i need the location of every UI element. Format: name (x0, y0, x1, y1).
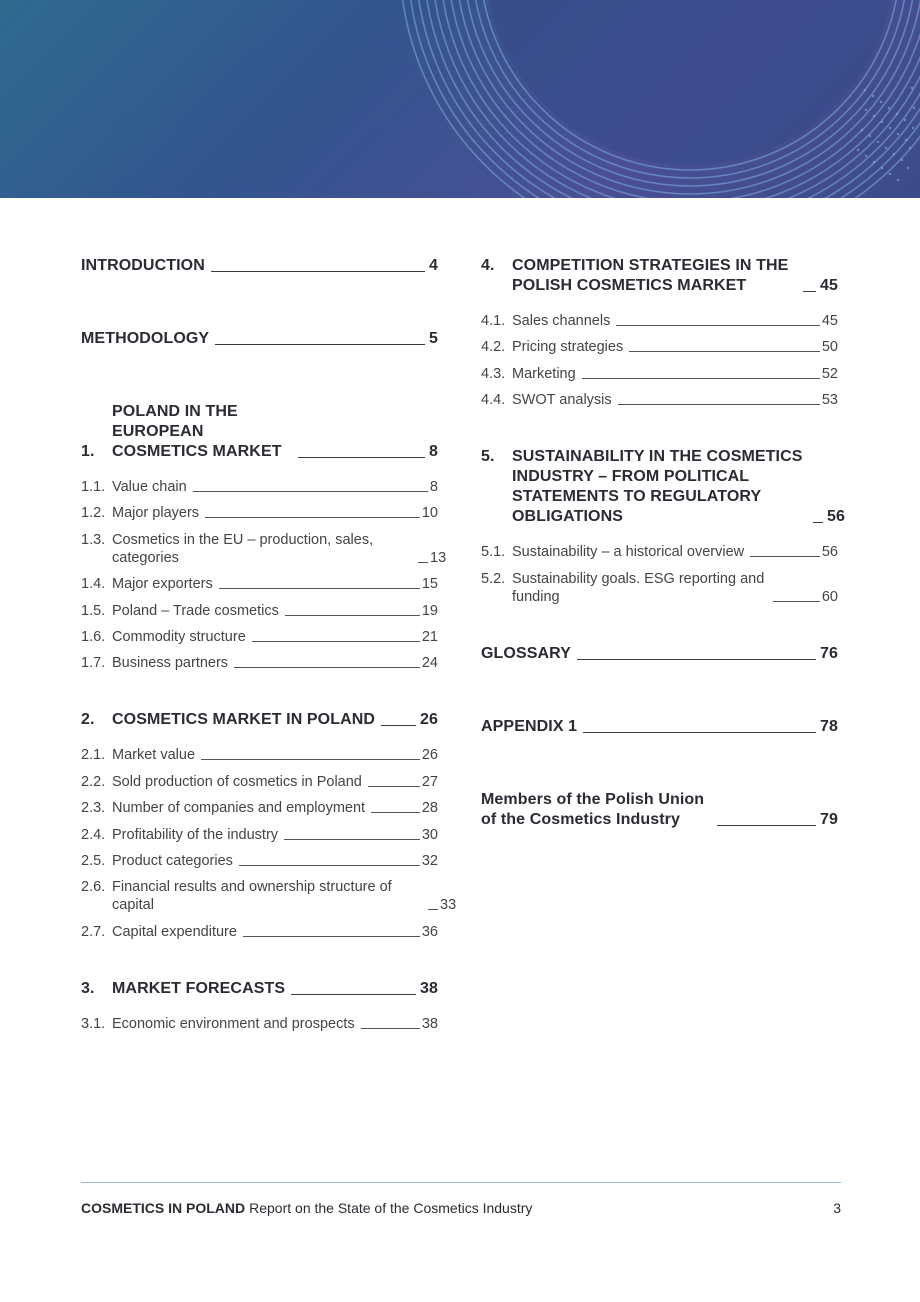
section-title: METHODOLOGY (81, 330, 210, 347)
item-number: 1.2. (81, 505, 106, 522)
item-title: Marketing (512, 365, 576, 382)
toc-item[interactable] (81, 773, 438, 791)
section-number: 3. (81, 979, 95, 997)
section-title: POLAND IN THE EUROPEAN COSMETICS MARKET (112, 403, 282, 460)
leader-line (418, 562, 428, 563)
toc-item[interactable] (481, 391, 838, 409)
item-title: Poland – Trade cosmetics (112, 602, 279, 619)
header-banner (0, 0, 920, 198)
item-title: Capital expenditure (112, 923, 237, 940)
section-title: APPENDIX 1 (481, 717, 578, 735)
leader-line (717, 825, 816, 826)
item-page: 53 (821, 392, 838, 409)
toc-section-1[interactable] (81, 402, 438, 462)
item-title: Sold production of cosmetics in Poland (112, 773, 362, 790)
toc-item[interactable] (81, 799, 438, 817)
item-title: Product categories (112, 852, 233, 869)
item-title: Sustainability goals. ESG reporting and funding (512, 570, 765, 605)
leader-line (298, 457, 425, 458)
toc-subitems-5 (481, 543, 838, 605)
section-number: 5. (481, 448, 495, 466)
section-page: 8 (429, 443, 438, 460)
item-number: 2.6. (81, 879, 106, 896)
item-number: 4.1. (481, 313, 506, 329)
item-number: 4.2. (481, 339, 506, 356)
leader-line (215, 344, 425, 345)
section-page: 79 (820, 810, 838, 828)
leader-line (219, 588, 420, 589)
leader-line (361, 1028, 420, 1029)
item-number: 1.3. (81, 531, 106, 548)
item-title: Financial results and ownership structure of capital (112, 879, 392, 914)
item-page: 30 (421, 826, 438, 843)
item-page: 8 (429, 479, 438, 495)
section-title: Members of the Polish Union of the Cosmetics Industry (481, 790, 705, 828)
item-number: 1.5. (81, 602, 106, 619)
item-title: Pricing strategies (512, 339, 624, 356)
item-number: 2.2. (81, 773, 106, 790)
toc-item[interactable] (81, 602, 438, 620)
toc-item[interactable] (481, 312, 838, 330)
leader-line (368, 786, 420, 787)
toc-section-3[interactable] (81, 979, 438, 999)
section-number: 1. (81, 443, 95, 460)
item-number: 3.1. (81, 1015, 106, 1032)
item-page: 56 (821, 544, 838, 561)
leader-line (284, 839, 420, 840)
item-title: Major exporters (112, 576, 213, 593)
item-page: 24 (421, 655, 438, 672)
toc-item[interactable] (81, 826, 438, 844)
item-number: 2.7. (81, 923, 106, 940)
section-page: 5 (429, 330, 438, 347)
item-number: 1.7. (81, 655, 106, 672)
leader-line (618, 404, 820, 405)
toc-left-column (81, 256, 457, 1041)
footer-divider (81, 1182, 841, 1183)
toc-item[interactable] (81, 878, 457, 914)
item-title: Number of companies and employment (112, 800, 366, 817)
item-page: 28 (421, 800, 438, 817)
item-page: 38 (421, 1015, 438, 1032)
item-page: 32 (421, 852, 438, 869)
item-page: 19 (421, 602, 438, 619)
toc-item[interactable] (81, 575, 438, 593)
item-title: Sustainability – a historical overview (512, 544, 745, 561)
section-title: INTRODUCTION (81, 257, 205, 274)
toc-section-members[interactable] (481, 790, 838, 830)
leader-line (583, 732, 816, 733)
leader-line (813, 522, 823, 523)
leader-line (803, 291, 816, 292)
toc-item[interactable] (481, 570, 838, 606)
leader-line (285, 615, 420, 616)
toc-item[interactable] (81, 504, 438, 522)
item-page: 26 (421, 747, 438, 764)
page-footer (81, 1199, 841, 1217)
section-page: 45 (820, 277, 838, 294)
item-title: Sales channels (512, 313, 611, 329)
item-number: 1.6. (81, 628, 106, 645)
item-page: 13 (430, 549, 447, 566)
leader-line (773, 601, 820, 602)
item-title: Major players (112, 505, 200, 522)
item-number: 2.3. (81, 800, 106, 817)
item-number: 4.4. (481, 392, 506, 409)
section-title: COMPETITION STRATEGIES IN THE POLISH COSMETICS MARKET (512, 257, 789, 294)
item-number: 2.4. (81, 826, 106, 843)
item-page: 52 (821, 365, 838, 382)
toc-item[interactable] (481, 543, 838, 561)
section-number: 2. (81, 711, 95, 729)
toc-subitems-3 (81, 1015, 438, 1033)
toc-item[interactable] (481, 338, 838, 356)
item-title: Profitability of the industry (112, 826, 279, 843)
banner-arc-decoration (0, 0, 920, 198)
item-page: 33 (440, 897, 457, 914)
toc-section-introduction[interactable] (81, 256, 438, 276)
toc-item[interactable] (81, 852, 438, 870)
toc-item[interactable] (81, 531, 447, 567)
section-page: 56 (827, 508, 845, 526)
toc-subitems-4 (481, 312, 838, 409)
item-page: 21 (421, 628, 438, 645)
section-title: SUSTAINABILITY IN THE COSMETICS INDUSTRY – FROM POLITICAL STATEMENTS TO REGULATORY OBLIGATIONS (512, 448, 803, 526)
item-page: 10 (421, 505, 438, 522)
item-number: 1.1. (81, 479, 106, 495)
toc-section-4[interactable] (481, 256, 838, 296)
item-page: 27 (421, 773, 438, 790)
leader-line (381, 725, 416, 726)
leader-line (629, 351, 820, 352)
item-title: Cosmetics in the EU – production, sales, categories (112, 531, 374, 566)
page-number: 3 (833, 1200, 841, 1216)
leader-line (239, 865, 420, 866)
leader-line (211, 271, 425, 272)
item-number: 5.1. (481, 544, 506, 561)
section-page: 38 (420, 979, 438, 997)
section-page: 26 (420, 711, 438, 729)
item-page: 36 (421, 923, 438, 940)
item-title: Economic environment and prospects (112, 1015, 355, 1032)
toc-item[interactable] (81, 478, 438, 496)
section-title: MARKET FORECASTS (112, 979, 286, 997)
leader-line (577, 659, 816, 660)
item-page: 15 (421, 576, 438, 593)
leader-line (750, 556, 820, 557)
item-number: 4.3. (481, 365, 506, 382)
section-title: GLOSSARY (481, 644, 571, 662)
item-page: 60 (821, 588, 838, 605)
leader-line (291, 994, 416, 995)
leader-line (428, 909, 438, 910)
leader-line (582, 378, 820, 379)
leader-line (243, 936, 420, 937)
toc-section-2[interactable] (81, 710, 438, 730)
toc-item[interactable] (81, 654, 438, 672)
toc-item[interactable] (481, 365, 838, 383)
section-page: 78 (820, 717, 838, 735)
toc-section-appendix[interactable] (481, 717, 838, 737)
toc-subitems-2 (81, 746, 457, 940)
item-title: Business partners (112, 655, 229, 672)
toc-right-column (481, 256, 845, 830)
toc-section-glossary[interactable] (481, 644, 838, 664)
item-number: 1.4. (81, 576, 106, 593)
toc-subitems-1 (81, 478, 447, 672)
toc-item[interactable] (81, 746, 438, 764)
section-page: 4 (429, 257, 438, 274)
leader-line (205, 517, 420, 518)
toc-section-5[interactable] (481, 447, 845, 527)
item-title: SWOT analysis (512, 392, 612, 409)
toc-item[interactable] (81, 628, 438, 646)
item-page: 50 (821, 339, 838, 356)
leader-line (252, 641, 420, 642)
footer-brand: COSMETICS IN POLAND (81, 1200, 246, 1216)
item-number: 2.1. (81, 747, 106, 764)
item-title: Commodity structure (112, 628, 246, 645)
toc-item[interactable] (81, 1015, 438, 1033)
section-title: COSMETICS MARKET IN POLAND (112, 711, 376, 729)
item-page: 45 (821, 313, 838, 329)
toc-item[interactable] (81, 923, 438, 941)
leader-line (193, 491, 428, 492)
footer-subtitle: Report on the State of the Cosmetics Industry (249, 1200, 533, 1216)
leader-line (234, 667, 420, 668)
leader-line (371, 812, 420, 813)
item-title: Value chain (112, 479, 187, 495)
toc-section-methodology[interactable] (81, 329, 438, 349)
section-page: 76 (820, 644, 838, 662)
leader-line (201, 759, 420, 760)
item-number: 2.5. (81, 852, 106, 869)
section-number: 4. (481, 257, 495, 274)
leader-line (616, 325, 820, 326)
item-number: 5.2. (481, 570, 506, 587)
item-title: Market value (112, 747, 196, 764)
